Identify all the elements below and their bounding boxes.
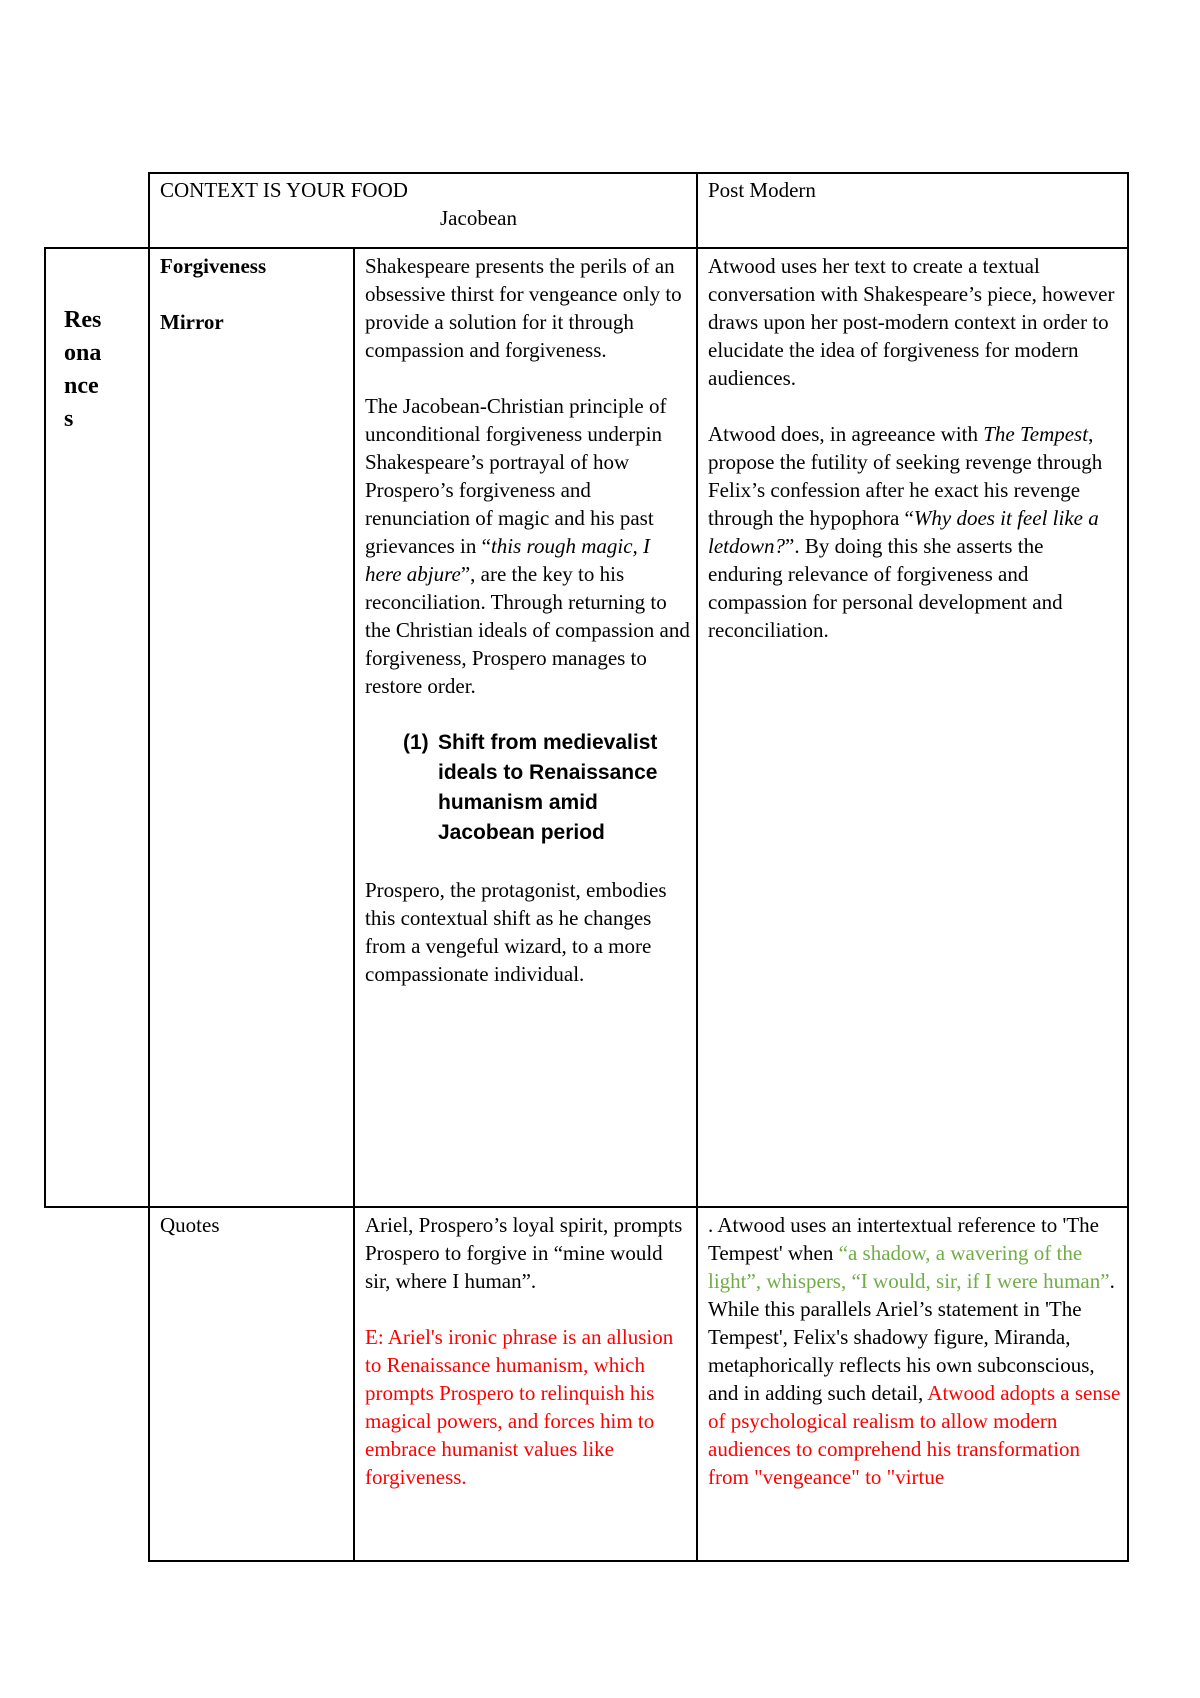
jacobean-explanation: E: Ariel's ironic phrase is an allusion to Renaissance humanism, which prompts Prospero to relinquish his magical powers, and forces him to embrace humanist values like forgiveness. [365,1325,674,1489]
tempest-quote: this rough magic, I here abjure [365,534,651,586]
table-border [148,172,150,1562]
theme-forgiveness: Forgiveness [160,254,267,278]
jacobean-paragraph-2: The Jacobean-Christian principle of unconditional forgiveness underpin Shakespeare’s portrayal of how Prospero’s forgiveness and renunciation of magic and his past grievances in “this rough magic, I here abjure”, are the key to his reconciliation. Through returning to the Christian ideals of compassion and forgiveness, Prospero manages to restore order. [365,394,690,698]
table-border [1127,172,1129,1562]
header-context-cell [160,176,690,232]
green-quote: “a shadow, a wavering of the light”, whispers, “I would, sir, if I were human” [708,1241,1110,1293]
table-border [148,172,1129,174]
jacobean-quotes-cell [365,1211,690,1491]
header-context-subtitle: Jacobean [440,206,517,230]
header-context-title: CONTEXT IS YOUR FOOD [160,178,408,202]
postmodern-paragraph-1: Atwood uses her text to create a textual conversation with Shakespeare’s piece, however draws upon her post-modern context in order to elucidate the idea of forgiveness for modern audiences. [708,254,1115,390]
table-border [696,172,698,1562]
header-postmodern-title: Post Modern [708,178,816,202]
table-border [148,1560,1129,1562]
table-border [44,247,1129,249]
jacobean-quote-paragraph: Ariel, Prospero’s loyal spirit, prompts Prospero to forgive in “mine would sir, where I human”. [365,1213,683,1293]
postmodern-analysis-cell [708,252,1122,644]
quotes-label-cell [160,1211,345,1239]
postmodern-quote-paragraph: . Atwood uses an intertextual reference to 'The Tempest' when “a shadow, a wavering of the light”, whispers, “I would, sir, if I were human”. While this parallels Ariel’s statement in 'The Tempest', Felix's shadowy figure, Miranda, metaphorically reflects his own subconscious, and in adding such detail, Atwood adopts a sense of psychological realism to allow modern audiences to comprehend his transformation from "vengeance" to "virtue [708,1213,1121,1489]
hypophora-quote: Why does it feel like a letdown? [708,506,1099,558]
numbered-list-item [365,728,668,848]
quotes-label: Quotes [160,1213,220,1237]
side-label-resonances: Res ona nce s [64,307,102,432]
themes-cell [160,252,345,336]
jacobean-paragraph-1: Shakespeare presents the perils of an obsessive thirst for vengeance only to provide a solution for it through compassion and forgiveness. [365,254,682,362]
theme-mirror: Mirror [160,310,224,334]
jacobean-analysis-cell [365,252,690,988]
list-text: Shift from medievalist ideals to Renaissance humanism amid Jacobean period [438,731,658,844]
list-number: (1) [403,731,429,754]
table-border [44,1206,1129,1208]
table-border [44,247,46,1208]
postmodern-paragraph-2: Atwood does, in agreeance with The Tempest, propose the futility of seeking revenge through Felix’s confession after he exact his revenge through the hypophora “Why does it feel like a letdown?”. By doing this she asserts the enduring relevance of forgiveness and compassion for personal development and reconciliation. [708,422,1103,642]
tempest-title: The Tempest [983,422,1089,446]
jacobean-paragraph-3: Prospero, the protagonist, embodies this contextual shift as he changes from a vengeful wizard, to a more compassionate individual. [365,878,667,986]
table-border [353,247,355,1562]
red-explanation: Atwood adopts a sense of psychological realism to allow modern audiences to comprehend his transformation from "vengeance" to "virtue [708,1381,1121,1489]
postmodern-quotes-cell [708,1211,1122,1491]
header-postmodern-cell [708,176,1118,204]
